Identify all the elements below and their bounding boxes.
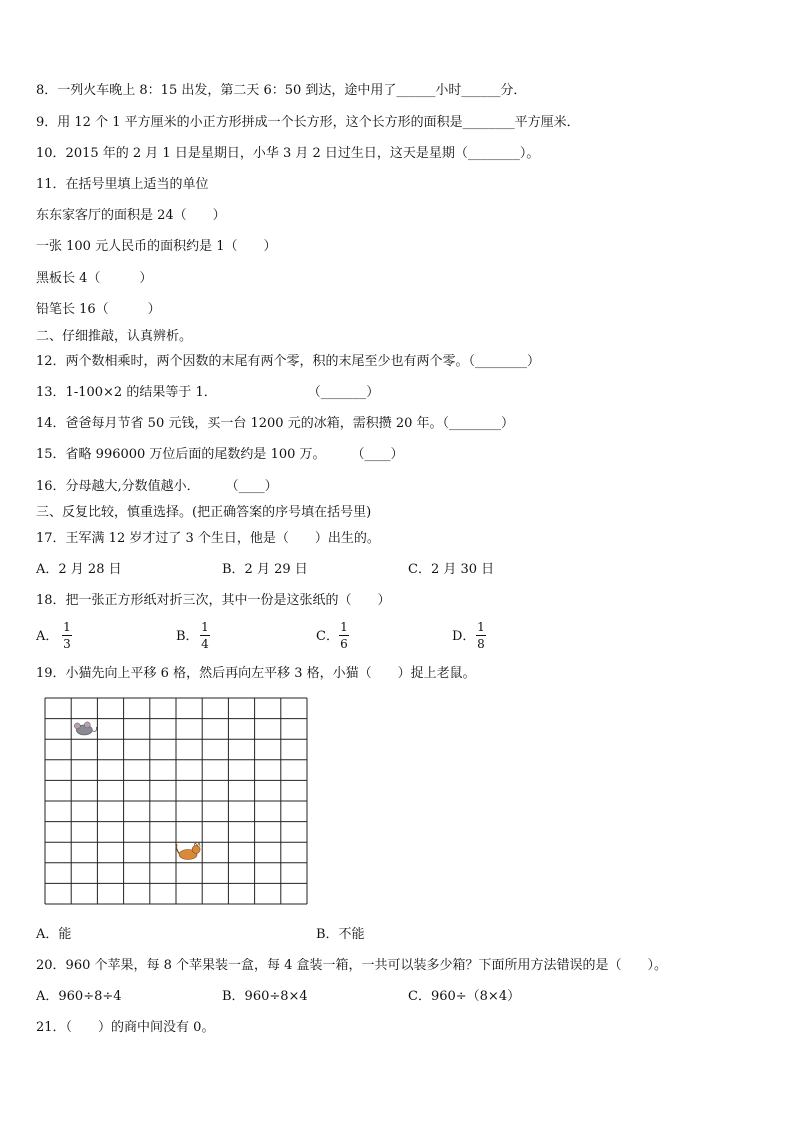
fraction-numerator: 1 (477, 620, 485, 634)
fraction-bar (62, 635, 72, 636)
line-q8: 8．一列火车晚上 8：15 出发，第二天 6：50 到达，途中用了______小时______分． (36, 83, 527, 98)
q18-option-d-label: D． (452, 629, 476, 644)
fraction-bar (339, 635, 349, 636)
line-q14: 14．爸爸每月节省 50 元钱，买一台 1200 元的冰箱，需积攒 20 年。（________） (36, 416, 515, 431)
line-q11-a: 东东家客厅的面积是 24（ ） (36, 208, 226, 223)
fraction-denominator: 3 (63, 637, 71, 651)
q18-option-b-label: B． (176, 629, 199, 644)
section-2-heading: 二、仔细推敲，认真辨析。 (36, 329, 193, 344)
line-q18: 18．把一张正方形纸对折三次，其中一份是这张纸的（ ） (36, 593, 391, 608)
fraction-numerator: 1 (340, 620, 348, 634)
q18-option-a-label: A． (36, 629, 59, 644)
q18-option-c-label: C． (316, 629, 339, 644)
line-q12: 12．两个数相乘时，两个因数的末尾有两个零，积的末尾至少也有两个零。（________） (36, 354, 541, 369)
line-q9: 9．用 12 个 1 平方厘米的小正方形拼成一个长方形，这个长方形的面积是________平方厘米． (36, 115, 580, 130)
line-q16: 16．分母越大,分数值越小． （____） (36, 479, 278, 494)
q20-option-a[interactable]: A．960÷8÷4 (36, 989, 122, 1004)
cat-icon (176, 843, 200, 860)
fraction-denominator: 8 (477, 637, 485, 651)
fraction-numerator: 1 (63, 620, 71, 634)
line-q11-c: 黑板长 4（ ） (36, 271, 153, 286)
fraction-denominator: 6 (340, 637, 348, 651)
q18-option-a-fraction (62, 620, 72, 651)
line-q20: 20．960 个苹果，每 8 个苹果装一盒，每 4 盒装一箱，一共可以装多少箱？下面所用方法错误的是（ ）。 (36, 958, 668, 973)
line-q21: 21．（ ）的商中间没有 0。 (36, 1020, 215, 1035)
q20-option-c[interactable]: C．960÷（8×4） (408, 989, 521, 1004)
line-q13: 13．1-100×2 的结果等于 1． （_______） (36, 385, 380, 400)
line-q11-b: 一张 100 元人民币的面积约是 1（ ） (36, 239, 277, 254)
q17-option-a[interactable]: A．2 月 28 日 (36, 562, 122, 577)
line-q15: 15．省略 996000 万位后面的尾数约是 100 万。 （____） (36, 447, 404, 462)
section-3-heading: 三、反复比较，慎重选择。(把正确答案的序号填在括号里) (36, 505, 372, 520)
fraction-denominator: 4 (201, 637, 209, 651)
fraction-bar (476, 635, 486, 636)
q18-option-b-fraction (200, 620, 210, 651)
q17-option-b[interactable]: B．2 月 29 日 (222, 562, 308, 577)
line-q11-d: 铅笔长 16（ ） (36, 302, 161, 317)
line-q10: 10．2015 年的 2 月 1 日是星期日，小华 3 月 2 日过生日，这天是星期（________）。 (36, 146, 540, 161)
q18-option-d-fraction (476, 620, 486, 651)
q17-option-c[interactable]: C．2 月 30 日 (408, 562, 495, 577)
line-q11: 11．在括号里填上适当的单位 (36, 177, 209, 192)
q20-option-b[interactable]: B．960÷8×4 (222, 989, 308, 1004)
mouse-icon (74, 722, 96, 735)
q18-option-c-fraction (339, 620, 349, 651)
q19-grid (44, 697, 310, 907)
line-q19: 19．小猫先向上平移 6 格，然后再向左平移 3 格，小猫（ ）捉上老鼠。 (36, 666, 476, 681)
line-q17: 17．王军满 12 岁才过了 3 个生日，他是（ ）出生的。 (36, 531, 380, 546)
fraction-numerator: 1 (201, 620, 209, 634)
q19-option-a[interactable]: A．能 (36, 927, 72, 942)
fraction-bar (200, 635, 210, 636)
q19-option-b[interactable]: B．不能 (316, 927, 365, 942)
